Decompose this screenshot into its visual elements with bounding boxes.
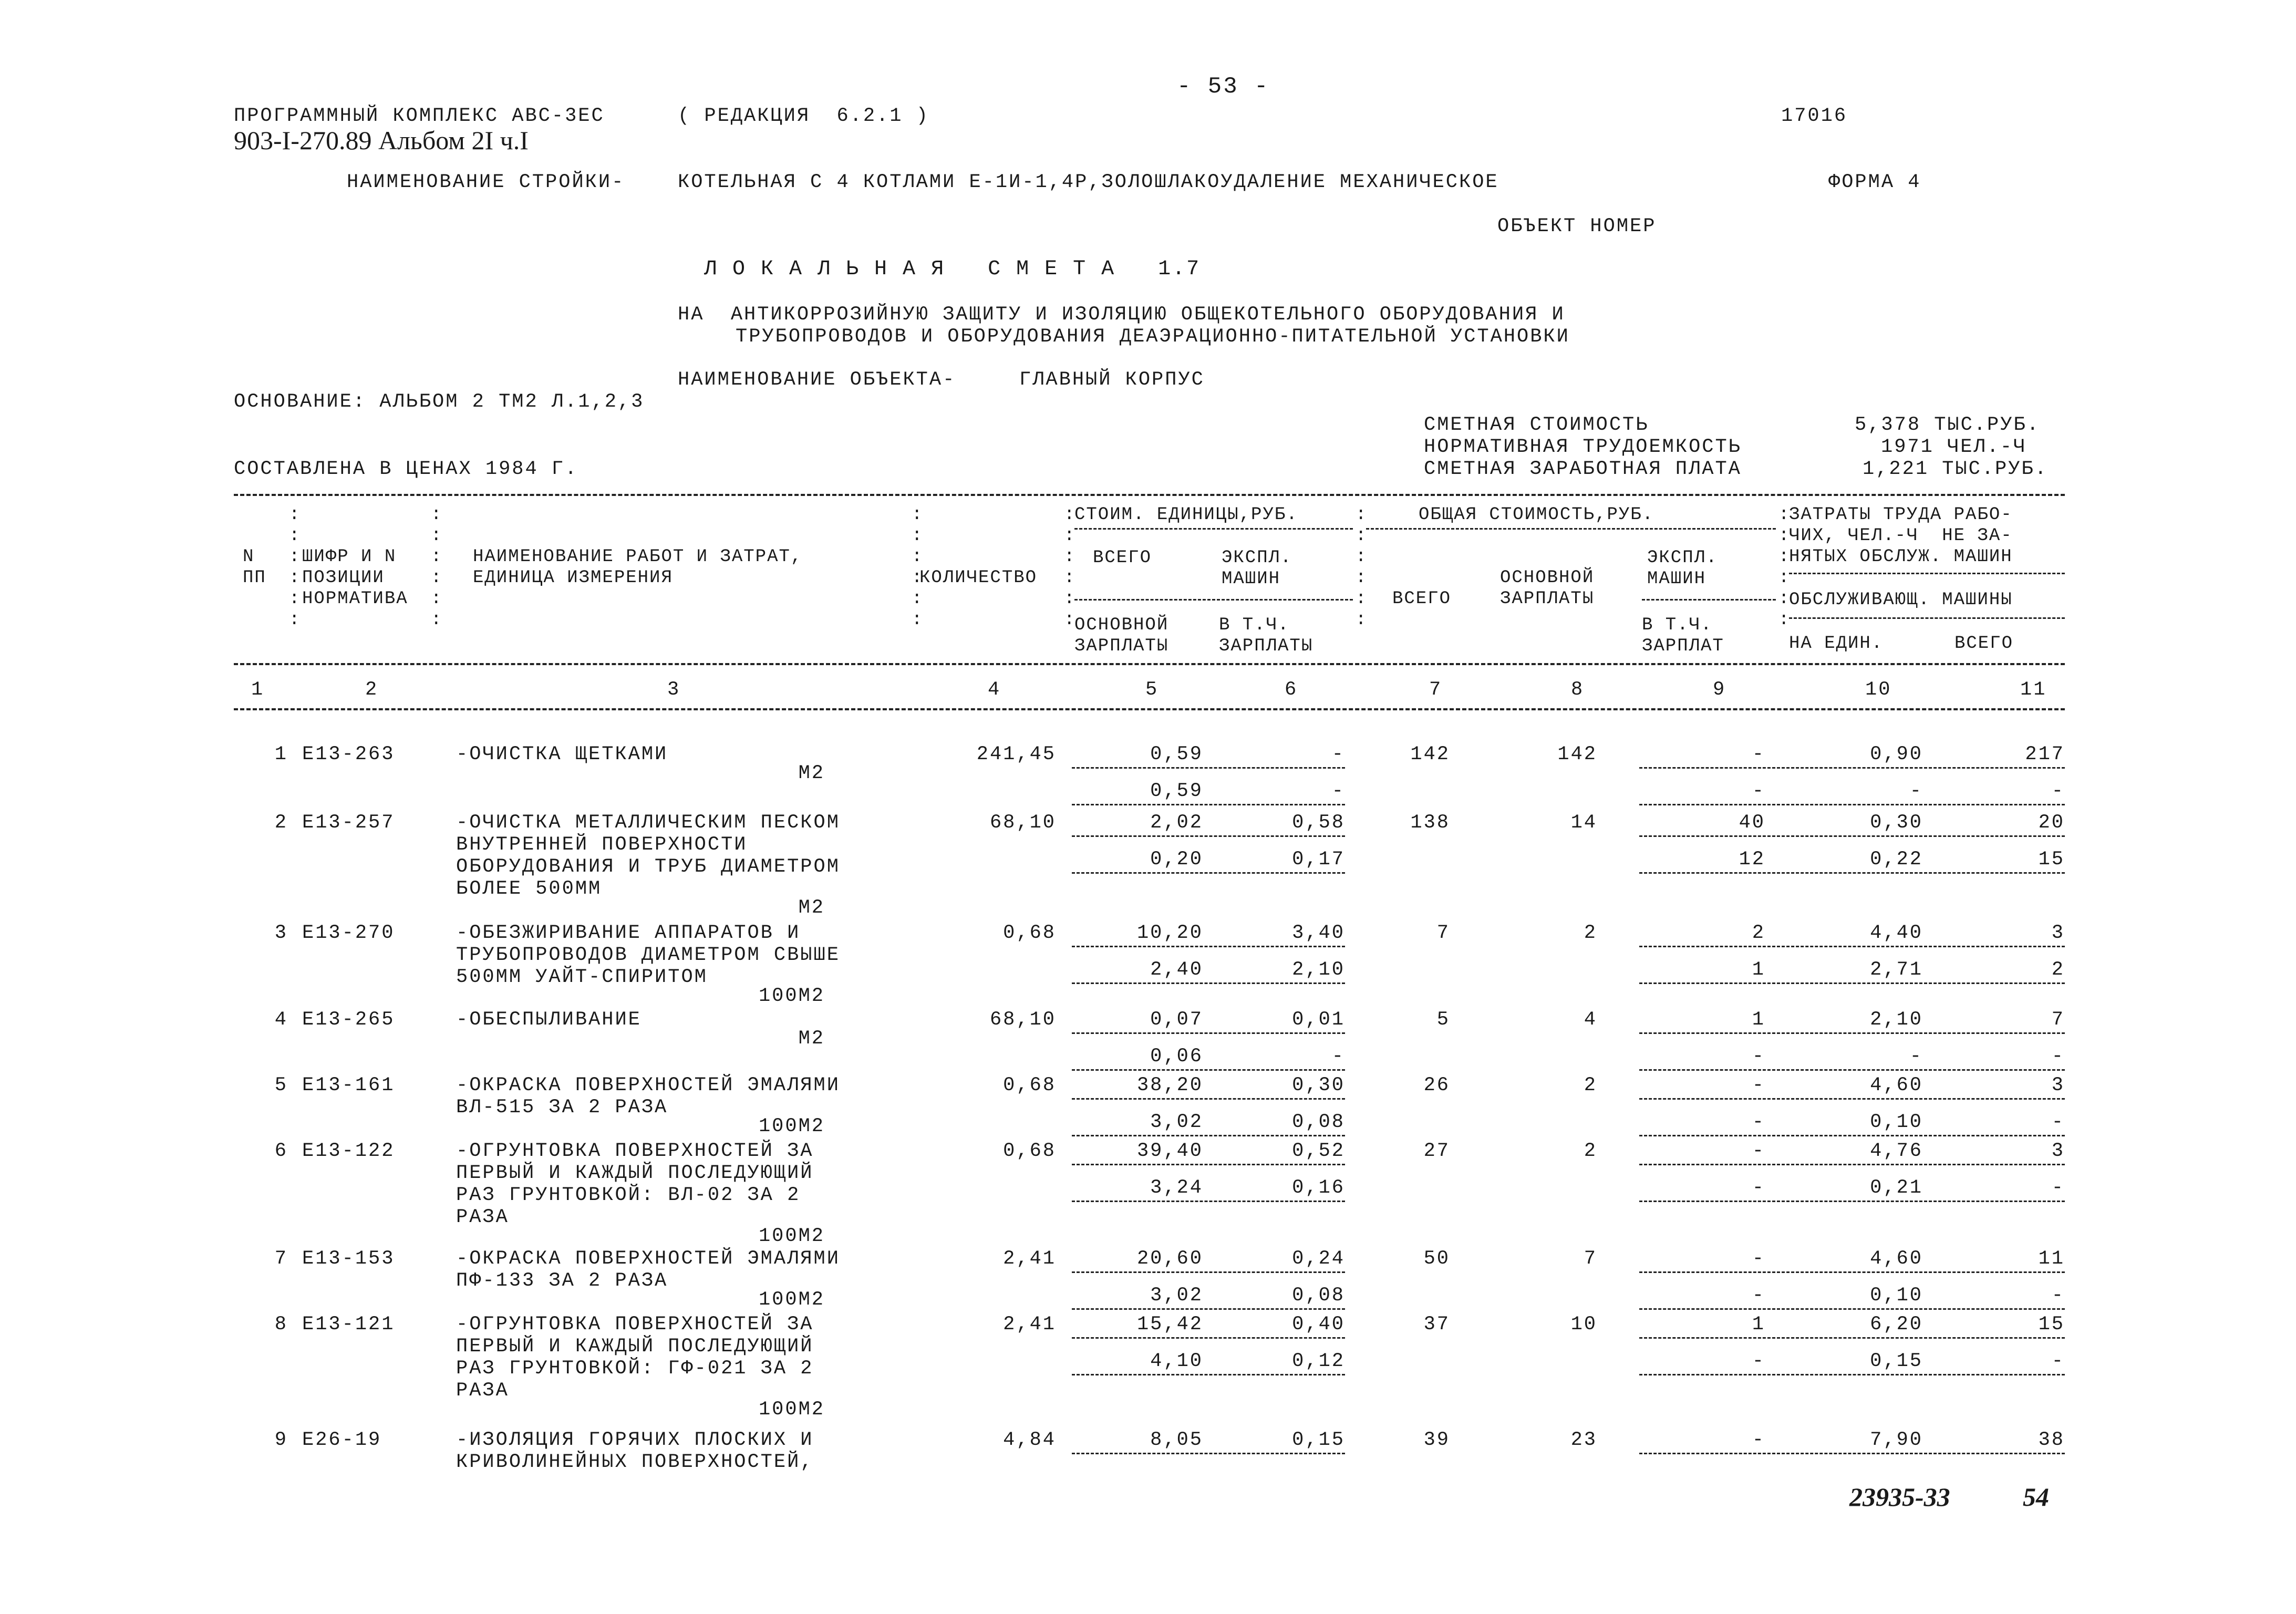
header-name: НАИМЕНОВАНИЕ РАБОТ И ЗАТРАТ, ЕДИНИЦА ИЗМЕРЕНИЯ [473, 547, 803, 588]
cell-divider [1072, 1374, 1345, 1375]
row-qty: 2,41 [1003, 1313, 1056, 1336]
row-code: Е13-270 [302, 922, 395, 944]
cell-divider [1072, 872, 1345, 874]
cell-divider [1639, 1271, 2065, 1273]
row-total-expl: - [1752, 1248, 1765, 1270]
row-total-base: 2 [1584, 1074, 1597, 1096]
doc-code: 17016 [1781, 105, 1848, 127]
row-code: Е13-257 [302, 812, 395, 834]
cell-divider [1072, 1135, 1345, 1136]
prices-line: СОСТАВЛЕНА В ЦЕНАХ 1984 Г. [234, 458, 578, 480]
row-unit: 100М2 [758, 1225, 825, 1247]
summary-label-labor: НОРМАТИВНАЯ ТРУДОЕМКОСТЬ [1424, 436, 1742, 458]
row-unit-incl-wage: 2,10 [1292, 959, 1345, 981]
document-title: Л О К А Л Ь Н А Я С М Е Т А 1.7 [704, 257, 1201, 281]
row-labor-unit: 6,20 [1870, 1313, 1923, 1336]
row-name: -ОКРАСКА ПОВЕРХНОСТЕЙ ЭМАЛЯМИ [456, 1248, 840, 1270]
header-unit-cost: СТОИМ. ЕДИНИЦЫ,РУБ. [1074, 505, 1298, 525]
row-unit-base-wage: 0,59 [1150, 780, 1203, 802]
cell-divider [1072, 767, 1345, 769]
row-total-incl: - [1752, 1111, 1765, 1133]
row-qty: 2,41 [1003, 1248, 1056, 1270]
row-unit-expl: 0,40 [1292, 1313, 1345, 1336]
header-sep: : : : : : : [1778, 505, 1790, 630]
row-labor-total: 3 [2051, 1074, 2065, 1096]
header-unit-total: ВСЕГО [1093, 548, 1152, 568]
cell-divider [1072, 946, 1345, 947]
row-qty: 68,10 [989, 812, 1056, 834]
row-number: 6 [274, 1140, 288, 1162]
row-unit-expl: 0,15 [1292, 1429, 1345, 1451]
row-name: КРИВОЛИНЕЙНЫХ ПОВЕРХНОСТЕЙ, [456, 1451, 814, 1473]
row-qty: 241,45 [976, 743, 1056, 765]
header-unit-expl: ЭКСПЛ. МАШИН [1222, 548, 1292, 589]
cell-divider [1639, 1201, 2065, 1202]
row-qty: 0,68 [1003, 1140, 1056, 1162]
row-total: 26 [1423, 1074, 1450, 1096]
cell-divider [1072, 1069, 1345, 1071]
header-code: ШИФР И N ПОЗИЦИИ НОРМАТИВА [302, 547, 408, 609]
table-top-rule [234, 494, 2065, 496]
row-labor-total-2: - [2051, 1350, 2065, 1372]
row-unit-incl-wage: 0,08 [1292, 1285, 1345, 1307]
row-name: -ОЧИСТКА ЩЕТКАМИ [456, 743, 668, 765]
row-unit-incl-wage: 0,17 [1292, 849, 1345, 871]
header-total-vsego: ВСЕГО [1392, 589, 1452, 609]
row-unit-base-wage: 2,40 [1150, 959, 1203, 981]
form-label: ФОРМА 4 [1828, 171, 1921, 193]
summary-value-wage: 1,221 ТЫС.РУБ. [1863, 458, 2048, 480]
row-total-incl: 12 [1739, 849, 1765, 871]
row-total-expl: 40 [1739, 812, 1765, 834]
row-name: 500ММ УАЙТ-СПИРИТОМ [456, 966, 708, 988]
row-total-expl: - [1752, 1429, 1765, 1451]
header-n: N ПП [243, 547, 266, 588]
row-unit: 100М2 [758, 1115, 825, 1137]
row-qty: 0,68 [1003, 922, 1056, 944]
construction-name: КОТЕЛЬНАЯ С 4 КОТЛАМИ Е-1И-1,4Р,ЗОЛОШЛАКОУДАЛЕНИЕ МЕХАНИЧЕСКОЕ [678, 171, 1499, 193]
column-number: 10 [1865, 679, 1892, 701]
header-sep: : : : : : : [431, 505, 442, 630]
cell-divider [1072, 1098, 1345, 1100]
row-name: БОЛЕЕ 500ММ [456, 878, 602, 900]
row-labor-unit: 2,10 [1870, 1009, 1923, 1031]
row-labor-total-2: - [2051, 1111, 2065, 1133]
column-number: 6 [1285, 679, 1298, 701]
row-total-base: 10 [1570, 1313, 1597, 1336]
row-labor-total: 3 [2051, 922, 2065, 944]
row-labor-total: 3 [2051, 1140, 2065, 1162]
object-name: ГЛАВНЫЙ КОРПУС [1019, 369, 1205, 391]
construction-label: НАИМЕНОВАНИЕ СТРОЙКИ- [347, 171, 625, 193]
row-total: 142 [1410, 743, 1450, 765]
header-unit-base-wage: ОСНОВНОЙ ЗАРПЛАТЫ [1074, 615, 1169, 656]
row-total-base: 4 [1584, 1009, 1597, 1031]
row-labor-total: 38 [2038, 1429, 2065, 1451]
row-unit: 100М2 [758, 1399, 825, 1421]
header-total-incl: В Т.Ч. ЗАРПЛАТ [1642, 615, 1724, 656]
row-unit-total: 8,05 [1150, 1429, 1203, 1451]
cell-divider [1072, 835, 1345, 837]
row-total-base: 7 [1584, 1248, 1597, 1270]
footer-code: 23935-33 [1849, 1482, 1950, 1512]
row-labor-total-2: - [2051, 1046, 2065, 1068]
cell-divider [1639, 946, 2065, 947]
row-code: Е13-153 [302, 1248, 395, 1270]
cell-divider [1639, 1337, 2065, 1339]
row-labor-unit: 4,40 [1870, 922, 1923, 944]
row-labor-unit: 4,76 [1870, 1140, 1923, 1162]
row-name: РАЗА [456, 1380, 509, 1402]
row-labor-unit-2: 0,10 [1870, 1285, 1923, 1307]
row-unit-total: 10,20 [1136, 922, 1203, 944]
cell-divider [1639, 872, 2065, 874]
row-total-expl: 1 [1752, 1313, 1765, 1336]
row-unit-expl: 0,52 [1292, 1140, 1345, 1162]
row-labor-total-2: - [2051, 1177, 2065, 1199]
row-total-base: 2 [1584, 922, 1597, 944]
cell-divider [1072, 1032, 1345, 1034]
object-name-label: НАИМЕНОВАНИЕ ОБЪЕКТА- [678, 369, 956, 391]
header-sub-rule [1366, 528, 1776, 530]
row-total: 50 [1423, 1248, 1450, 1270]
summary-value-cost: 5,378 ТЫС.РУБ. [1855, 414, 2040, 436]
row-total: 37 [1423, 1313, 1450, 1336]
row-unit-expl: - [1331, 743, 1345, 765]
row-total-incl: - [1752, 1046, 1765, 1068]
row-total-expl: - [1752, 743, 1765, 765]
cell-divider [1072, 982, 1345, 984]
row-total-incl: 1 [1752, 959, 1765, 981]
cell-divider [1639, 1098, 2065, 1100]
row-unit-base-wage: 3,02 [1150, 1285, 1203, 1307]
table-colnum-rule [234, 708, 2065, 710]
cell-divider [1639, 1164, 2065, 1165]
header-labor: ЗАТРАТЫ ТРУДА РАБО- ЧИХ, ЧЕЛ.-Ч НЕ ЗА- НЯТЫХ ОБСЛУЖ. МАШИН [1789, 505, 2013, 567]
footer-page: 54 [2023, 1482, 2049, 1512]
row-labor-total: 11 [2038, 1248, 2065, 1270]
row-number: 9 [274, 1429, 288, 1451]
cell-divider [1072, 1308, 1345, 1310]
row-total-incl: - [1752, 1285, 1765, 1307]
row-number: 4 [274, 1009, 288, 1031]
row-labor-unit: 0,30 [1870, 812, 1923, 834]
row-number: 2 [274, 812, 288, 834]
table-header-rule [234, 663, 2065, 665]
row-labor-unit-2: 0,22 [1870, 849, 1923, 871]
row-name: -ОГРУНТОВКА ПОВЕРХНОСТЕЙ ЗА [456, 1313, 814, 1336]
row-labor-total: 15 [2038, 1313, 2065, 1336]
header-sep: : : : : : : [912, 505, 923, 630]
row-unit-expl: 0,30 [1292, 1074, 1345, 1096]
header-sep: : : : : : : [1356, 505, 1367, 630]
row-unit-total: 38,20 [1136, 1074, 1203, 1096]
row-name: -ОКРАСКА ПОВЕРХНОСТЕЙ ЭМАЛЯМИ [456, 1074, 840, 1096]
row-total: 39 [1423, 1429, 1450, 1451]
row-unit: М2 [798, 1028, 825, 1050]
row-unit: 100М2 [758, 1289, 825, 1311]
row-number: 3 [274, 922, 288, 944]
cell-divider [1072, 1453, 1345, 1454]
cell-divider [1072, 1271, 1345, 1273]
row-name: -ОЧИСТКА МЕТАЛЛИЧЕСКИМ ПЕСКОМ [456, 812, 840, 834]
page-number: - 53 - [1177, 74, 1270, 100]
row-unit-incl-wage: - [1331, 780, 1345, 802]
row-labor-total-2: 15 [2038, 849, 2065, 871]
object-number-label: ОБЪЕКТ НОМЕР [1497, 215, 1657, 237]
cell-divider [1072, 1164, 1345, 1165]
cell-divider [1072, 804, 1345, 805]
row-unit-base-wage: 3,02 [1150, 1111, 1203, 1133]
header-sep: : : : : : : [1064, 505, 1075, 630]
row-unit-base-wage: 0,20 [1150, 849, 1203, 871]
header-sub-rule [1789, 573, 2065, 574]
row-name: -ОБЕЗЖИРИВАНИЕ АППАРАТОВ И [456, 922, 801, 944]
row-total-base: 14 [1570, 812, 1597, 834]
summary-label-cost: СМЕТНАЯ СТОИМОСТЬ [1424, 414, 1649, 436]
row-unit-total: 0,59 [1150, 743, 1203, 765]
row-total: 5 [1436, 1009, 1450, 1031]
row-unit-incl-wage: 0,12 [1292, 1350, 1345, 1372]
column-number: 8 [1571, 679, 1585, 701]
row-name: ПЕРВЫЙ И КАЖДЫЙ ПОСЛЕДУЮЩИЙ [456, 1336, 814, 1358]
row-total-incl: - [1752, 780, 1765, 802]
row-labor-unit: 4,60 [1870, 1074, 1923, 1096]
row-labor-total-2: 2 [2051, 959, 2065, 981]
row-unit: 100М2 [758, 985, 825, 1007]
summary-label-wage: СМЕТНАЯ ЗАРАБОТНАЯ ПЛАТА [1424, 458, 1742, 480]
row-name: ТРУБОПРОВОДОВ ДИАМЕТРОМ СВЫШЕ [456, 944, 840, 966]
row-qty: 4,84 [1003, 1429, 1056, 1451]
row-unit-base-wage: 4,10 [1150, 1350, 1203, 1372]
cell-divider [1639, 767, 2065, 769]
row-total-expl: 2 [1752, 922, 1765, 944]
row-unit-incl-wage: - [1331, 1046, 1345, 1068]
row-total-incl: - [1752, 1350, 1765, 1372]
header-unit-incl-wage: В Т.Ч. ЗАРПЛАТЫ [1219, 615, 1314, 656]
column-number: 5 [1145, 679, 1159, 701]
header-qty: КОЛИЧЕСТВО [919, 568, 1038, 588]
row-unit-expl: 0,01 [1292, 1009, 1345, 1031]
row-qty: 0,68 [1003, 1074, 1056, 1096]
header-labor-unit: НА ЕДИН. [1789, 634, 1884, 654]
edition: ( РЕДАКЦИЯ 6.2.1 ) [678, 105, 929, 127]
header-sub-rule [1074, 528, 1353, 530]
row-unit-total: 20,60 [1136, 1248, 1203, 1270]
row-code: Е13-265 [302, 1009, 395, 1031]
row-total-base: 142 [1557, 743, 1597, 765]
row-labor-total-2: - [2051, 1285, 2065, 1307]
row-labor-total: 217 [2025, 743, 2065, 765]
header-labor-total: ВСЕГО [1954, 634, 2014, 654]
row-code: Е13-122 [302, 1140, 395, 1162]
header-sub-rule [1789, 617, 2065, 619]
cell-divider [1639, 1069, 2065, 1071]
row-total-expl: - [1752, 1140, 1765, 1162]
row-number: 1 [274, 743, 288, 765]
column-number: 9 [1713, 679, 1726, 701]
row-labor-unit-2: - [1909, 780, 1923, 802]
column-number: 1 [251, 679, 265, 701]
row-name: ПЕРВЫЙ И КАЖДЫЙ ПОСЛЕДУЮЩИЙ [456, 1162, 814, 1184]
row-total: 138 [1410, 812, 1450, 834]
cell-divider [1639, 1135, 2065, 1136]
program-name: ПРОГРАММНЫЙ КОМПЛЕКС АВС-3ЕС [234, 105, 605, 127]
header-sub-rule [1074, 599, 1353, 601]
row-name: -ОБЕСПЫЛИВАНИЕ [456, 1009, 642, 1031]
cell-divider [1639, 1453, 2065, 1454]
row-name: ВНУТРЕННЕЙ ПОВЕРХНОСТИ [456, 834, 748, 856]
row-name: РАЗ ГРУНТОВКОЙ: ВЛ-02 ЗА 2 [456, 1184, 801, 1206]
header-total-cost: ОБЩАЯ СТОИМОСТЬ,РУБ. [1419, 505, 1654, 525]
cell-divider [1639, 982, 2065, 984]
row-number: 8 [274, 1313, 288, 1336]
row-name: РАЗ ГРУНТОВКОЙ: ГФ-021 ЗА 2 [456, 1358, 814, 1380]
row-unit: М2 [798, 762, 825, 784]
subtitle-line-2: ТРУБОПРОВОДОВ И ОБОРУДОВАНИЯ ДЕАЭРАЦИОННО-ПИТАТЕЛЬНОЙ УСТАНОВКИ [736, 326, 1570, 348]
row-number: 5 [274, 1074, 288, 1096]
row-labor-unit: 7,90 [1870, 1429, 1923, 1451]
row-labor-unit-2: 0,21 [1870, 1177, 1923, 1199]
row-labor-unit-2: 2,71 [1870, 959, 1923, 981]
row-labor-unit-2: 0,10 [1870, 1111, 1923, 1133]
row-unit-incl-wage: 0,16 [1292, 1177, 1345, 1199]
cell-divider [1639, 1308, 2065, 1310]
album-handwritten: 903-I-270.89 Альбом 2I ч.I [234, 126, 529, 155]
row-total: 7 [1436, 922, 1450, 944]
row-name: -ИЗОЛЯЦИЯ ГОРЯЧИХ ПЛОСКИХ И [456, 1429, 814, 1451]
row-code: Е26-19 [302, 1429, 382, 1451]
cell-divider [1072, 1337, 1345, 1339]
summary-value-labor: 1971 ЧЕЛ.-Ч [1881, 436, 2027, 458]
row-name: -ОГРУНТОВКА ПОВЕРХНОСТЕЙ ЗА [456, 1140, 814, 1162]
row-name: ОБОРУДОВАНИЯ И ТРУБ ДИАМЕТРОМ [456, 856, 840, 878]
row-total-incl: - [1752, 1177, 1765, 1199]
row-labor-unit: 0,90 [1870, 743, 1923, 765]
row-labor-total-2: - [2051, 780, 2065, 802]
subtitle-line-1: НА АНТИКОРРОЗИЙНУЮ ЗАЩИТУ И ИЗОЛЯЦИЮ ОБЩЕКОТЕЛЬНОГО ОБОРУДОВАНИЯ И [678, 304, 1565, 326]
row-labor-unit-2: - [1909, 1046, 1923, 1068]
cell-divider [1072, 1201, 1345, 1202]
header-total-expl: ЭКСПЛ. МАШИН [1647, 548, 1718, 589]
cell-divider [1639, 804, 2065, 805]
basis: ОСНОВАНИЕ: АЛЬБОМ 2 ТМ2 Л.1,2,3 [234, 391, 645, 413]
header-sep: : : : : : : [289, 505, 300, 630]
row-code: Е13-121 [302, 1313, 395, 1336]
column-number: 7 [1429, 679, 1443, 701]
column-number: 11 [2020, 679, 2047, 701]
column-number: 4 [988, 679, 1001, 701]
row-total: 27 [1423, 1140, 1450, 1162]
header-total-base: ОСНОВНОЙ ЗАРПЛАТЫ [1500, 568, 1595, 609]
row-number: 7 [274, 1248, 288, 1270]
row-unit-incl-wage: 0,08 [1292, 1111, 1345, 1133]
row-total-expl: - [1752, 1074, 1765, 1096]
row-unit-total: 15,42 [1136, 1313, 1203, 1336]
header-sub-rule [1642, 599, 1776, 601]
row-labor-unit-2: 0,15 [1870, 1350, 1923, 1372]
row-code: Е13-263 [302, 743, 395, 765]
row-labor-unit: 4,60 [1870, 1248, 1923, 1270]
row-name: ПФ-133 ЗА 2 РАЗА [456, 1270, 668, 1292]
row-name: ВЛ-515 ЗА 2 РАЗА [456, 1096, 668, 1119]
row-qty: 68,10 [989, 1009, 1056, 1031]
row-unit-base-wage: 3,24 [1150, 1177, 1203, 1199]
row-unit: М2 [798, 897, 825, 919]
row-labor-total: 20 [2038, 812, 2065, 834]
row-total-expl: 1 [1752, 1009, 1765, 1031]
row-unit-total: 2,02 [1150, 812, 1203, 834]
row-unit-base-wage: 0,06 [1150, 1046, 1203, 1068]
row-name: РАЗА [456, 1206, 509, 1228]
header-labor-sub: ОБСЛУЖИВАЮЩ. МАШИНЫ [1789, 590, 2013, 610]
row-unit-expl: 3,40 [1292, 922, 1345, 944]
column-number: 2 [365, 679, 379, 701]
row-unit-expl: 0,58 [1292, 812, 1345, 834]
column-number: 3 [667, 679, 681, 701]
cell-divider [1639, 835, 2065, 837]
cell-divider [1639, 1032, 2065, 1034]
row-total-base: 2 [1584, 1140, 1597, 1162]
row-labor-total: 7 [2051, 1009, 2065, 1031]
cell-divider [1639, 1374, 2065, 1375]
row-unit-expl: 0,24 [1292, 1248, 1345, 1270]
row-unit-total: 0,07 [1150, 1009, 1203, 1031]
row-unit-total: 39,40 [1136, 1140, 1203, 1162]
row-total-base: 23 [1570, 1429, 1597, 1451]
row-code: Е13-161 [302, 1074, 395, 1096]
